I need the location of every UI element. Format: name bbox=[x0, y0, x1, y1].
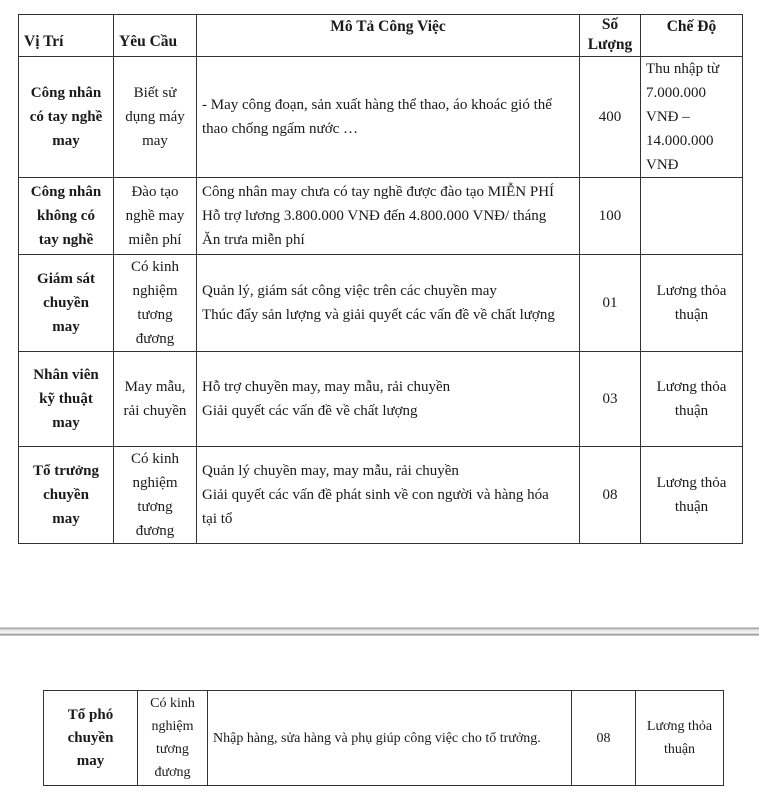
cell-yeu-cau bbox=[114, 57, 197, 178]
table-row bbox=[19, 57, 743, 178]
text-line: may bbox=[52, 511, 80, 527]
text-line: Ăn trưa miễn phí bbox=[202, 232, 305, 248]
text-line: Lương thỏa bbox=[656, 379, 727, 395]
text-line: VNĐ – bbox=[646, 109, 690, 125]
text-line: chuyền bbox=[43, 295, 89, 311]
text-line: Thu nhập từ bbox=[646, 61, 720, 77]
text-line: 7.000.000 bbox=[646, 85, 706, 101]
text-line: Giải quyết các vấn đề phát sinh về con người và hàng hóa bbox=[202, 487, 549, 503]
table-row bbox=[19, 255, 743, 352]
cell-so-luong: 400 bbox=[580, 57, 641, 178]
text-line: Giải quyết các vấn đề về chất lượng bbox=[202, 403, 418, 419]
header-so-luong-line1: Số bbox=[601, 16, 619, 33]
cell-mo-ta bbox=[197, 447, 580, 544]
text-line: Nhập hàng, sửa hàng và phụ giúp công việc cho tổ trưởng. bbox=[213, 730, 541, 746]
text-line: nghiệm bbox=[132, 283, 178, 299]
cell-so-luong: 01 bbox=[580, 255, 641, 352]
text-line: Lương thỏa bbox=[656, 283, 727, 299]
cell-vi-tri bbox=[44, 691, 138, 786]
text-line: kỹ thuật bbox=[39, 391, 93, 407]
text-line: Quản lý chuyền may, may mẫu, rải chuyền bbox=[202, 463, 459, 479]
text-line: tương bbox=[137, 499, 173, 515]
cell-che-do bbox=[641, 447, 743, 544]
text-line: chuyền bbox=[67, 729, 114, 746]
table-header-row bbox=[19, 15, 743, 57]
header-vi-tri: Vị Trí bbox=[19, 15, 114, 57]
cell-so-luong: 08 bbox=[572, 691, 636, 786]
text-line: May mẫu, bbox=[124, 379, 186, 395]
cell-so-luong: 08 bbox=[580, 447, 641, 544]
text-line: đương bbox=[135, 331, 175, 347]
text-line: nghề may bbox=[125, 208, 185, 224]
text-line: may bbox=[52, 415, 80, 431]
header-so-luong bbox=[580, 15, 641, 57]
text-line: Tổ trưởng bbox=[32, 463, 100, 479]
text-line: Thúc đẩy sản lượng và giải quyết các vấn đề về chất lượng bbox=[202, 307, 555, 323]
cell-che-do bbox=[641, 178, 743, 255]
table-row bbox=[19, 178, 743, 255]
text-line: chuyền bbox=[43, 487, 89, 503]
table-row bbox=[19, 447, 743, 544]
text-line: đương bbox=[154, 765, 191, 780]
cell-che-do bbox=[641, 352, 743, 447]
text-line: 14.000.000 bbox=[646, 133, 714, 149]
text-line: Có kinh bbox=[131, 451, 179, 467]
cell-che-do bbox=[641, 57, 743, 178]
text-line: có tay nghề bbox=[29, 109, 103, 125]
text-line: nghiệm bbox=[151, 719, 194, 734]
text-line: Lương thỏa bbox=[646, 719, 713, 734]
cell-so-luong: 100 bbox=[580, 178, 641, 255]
text-line: thuận bbox=[674, 307, 709, 323]
text-line: nghiệm bbox=[132, 475, 178, 491]
table-row bbox=[19, 352, 743, 447]
text-line: may bbox=[52, 319, 80, 335]
cell-vi-tri bbox=[19, 255, 114, 352]
text-line: may bbox=[52, 133, 80, 149]
text-line: Có kinh bbox=[131, 259, 179, 275]
header-che-do: Chế Độ bbox=[641, 15, 743, 57]
text-line: Quản lý, giám sát công việc trên các chuyền may bbox=[202, 283, 497, 299]
cell-mo-ta bbox=[208, 691, 572, 786]
text-line: Công nhân bbox=[30, 184, 102, 200]
text-line: Lương thỏa bbox=[656, 475, 727, 491]
text-line: Biết sử bbox=[133, 85, 177, 101]
text-line: tay nghề bbox=[38, 232, 94, 248]
text-line: Giám sát bbox=[37, 271, 95, 287]
text-line: thao chống ngấm nước … bbox=[202, 121, 359, 137]
cell-yeu-cau bbox=[114, 255, 197, 352]
text-line: may bbox=[76, 752, 105, 769]
cell-vi-tri bbox=[19, 352, 114, 447]
text-line: đương bbox=[135, 523, 175, 539]
text-line: dụng máy bbox=[125, 109, 185, 125]
page-break-divider bbox=[0, 627, 759, 636]
cell-che-do bbox=[636, 691, 724, 786]
cell-yeu-cau bbox=[138, 691, 208, 786]
table-row bbox=[44, 691, 724, 786]
text-line: VNĐ bbox=[646, 157, 679, 173]
job-table bbox=[18, 14, 743, 544]
header-mo-ta: Mô Tả Công Việc bbox=[197, 15, 580, 57]
text-line: - May công đoạn, sản xuất hàng thể thao, áo khoác gió thể bbox=[202, 97, 552, 113]
text-line: tại tổ bbox=[202, 511, 233, 527]
text-line: rải chuyền bbox=[123, 403, 187, 419]
text-line: thuận bbox=[674, 403, 709, 419]
cell-so-luong: 03 bbox=[580, 352, 641, 447]
text-line: thuận bbox=[674, 499, 709, 515]
cell-mo-ta bbox=[197, 57, 580, 178]
cell-yeu-cau bbox=[114, 447, 197, 544]
text-line: tương bbox=[137, 307, 173, 323]
job-table-continued bbox=[43, 690, 724, 786]
text-line: tương bbox=[156, 742, 189, 757]
text-line: Công nhân may chưa có tay nghề được đào tạo MIỄN PHÍ bbox=[202, 184, 555, 200]
text-line: Có kinh bbox=[150, 696, 195, 711]
cell-vi-tri bbox=[19, 57, 114, 178]
text-line: Nhân viên bbox=[33, 367, 99, 383]
cell-vi-tri bbox=[19, 447, 114, 544]
cell-vi-tri bbox=[19, 178, 114, 255]
text-line: Hỗ trợ chuyền may, may mẫu, rải chuyền bbox=[202, 379, 451, 395]
text-line: Hỗ trợ lương 3.800.000 VNĐ đến 4.800.000 VNĐ/ tháng bbox=[202, 208, 547, 224]
text-line: thuận bbox=[663, 742, 696, 757]
header-so-luong-line2: Lượng bbox=[587, 36, 633, 53]
cell-yeu-cau bbox=[114, 178, 197, 255]
text-line: Công nhân bbox=[30, 85, 102, 101]
cell-mo-ta bbox=[197, 255, 580, 352]
cell-mo-ta bbox=[197, 352, 580, 447]
text-line: không có bbox=[37, 208, 95, 224]
cell-che-do bbox=[641, 255, 743, 352]
text-line: Đào tạo bbox=[131, 184, 179, 200]
cell-mo-ta bbox=[197, 178, 580, 255]
header-yeu-cau: Yêu Cầu bbox=[114, 15, 197, 57]
text-line: miễn phí bbox=[128, 232, 182, 248]
text-line: Tổ phó bbox=[67, 706, 114, 723]
text-line: may bbox=[142, 133, 168, 149]
cell-yeu-cau bbox=[114, 352, 197, 447]
